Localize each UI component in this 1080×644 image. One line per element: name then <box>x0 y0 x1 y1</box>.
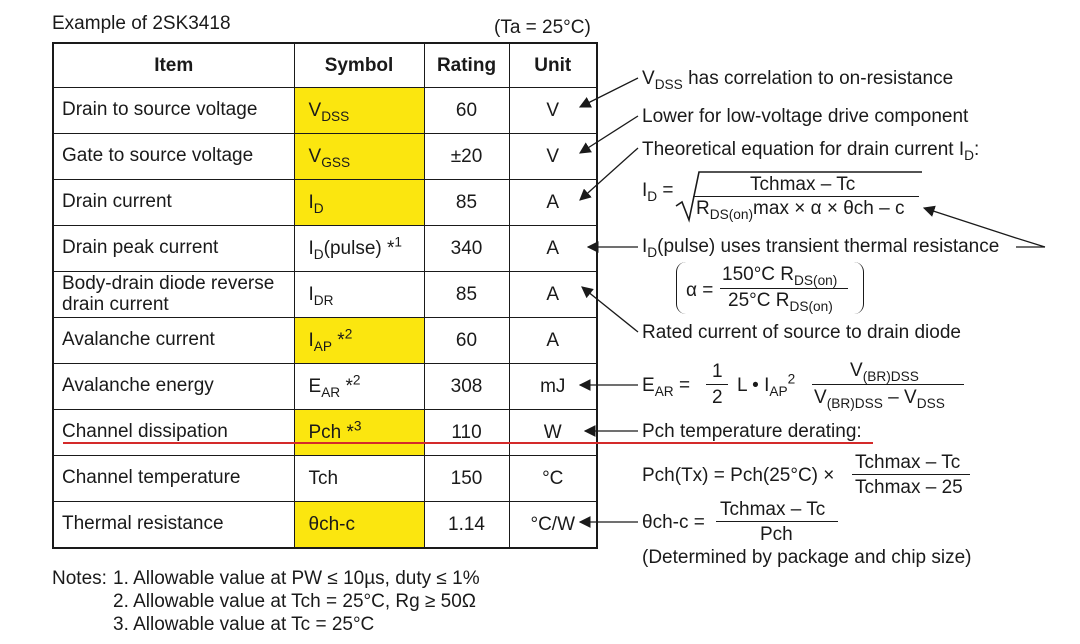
annotation-diode: Rated current of source to drain diode <box>642 322 961 343</box>
id-equation-fraction-bar <box>693 196 919 197</box>
theta-note: (Determined by package and chip size) <box>642 547 972 568</box>
alpha-fraction-bar <box>720 288 848 289</box>
cell-rating: 110 <box>424 410 509 456</box>
note-3: 3. Allowable value at Tc = 25°C <box>113 614 375 635</box>
cell-item: Avalanche energy <box>53 364 294 410</box>
notes-label: Notes: <box>52 568 107 589</box>
cell-rating: 85 <box>424 272 509 318</box>
theta-lhs: θch-c = <box>642 512 705 533</box>
ear-lhs: $E_{AR}$ = <box>642 375 691 399</box>
cell-item: Drain peak current <box>53 226 294 272</box>
annotation-id-pulse: $I_D(pulse)$ uses transient thermal resistance <box>642 236 1000 260</box>
cell-unit: A <box>509 318 597 364</box>
header-unit: Unit <box>509 43 597 88</box>
ear-half-numerator: 1 <box>712 361 723 382</box>
cell-unit: °C <box>509 456 597 502</box>
condition-note: (Ta = 25°C) <box>494 17 591 38</box>
cell-item: Drain current <box>53 180 294 226</box>
cell-unit: °C/W <box>509 502 597 549</box>
header-symbol: Symbol <box>294 43 424 88</box>
cell-item: Drain to source voltage <box>53 88 294 134</box>
ear-half-bar <box>706 384 728 385</box>
note-2: 2. Allowable value at Tch = 25°C, Rg ≥ 50Ω <box>113 591 477 612</box>
cell-rating: 1.14 <box>424 502 509 549</box>
cell-rating: 60 <box>424 318 509 364</box>
ear-half-denominator: 2 <box>712 387 723 408</box>
pch-denominator: Tchmax – 25 <box>855 477 963 498</box>
ear-numerator: $V_{(BR)DSS}$ <box>850 360 919 384</box>
cell-symbol: Tch <box>294 456 424 502</box>
cell-symbol: $I_{AP}$ *$^2$ <box>294 318 424 364</box>
cell-item: Thermal resistance <box>53 502 294 549</box>
doc-title: Example of 2SK3418 <box>52 13 231 34</box>
table-row <box>53 364 597 410</box>
table-row <box>53 180 597 226</box>
table-row <box>53 318 597 364</box>
ear-denominator: $V_{(BR)DSS} - V_{DSS}$ <box>814 387 945 411</box>
theta-denominator: Pch <box>760 524 793 545</box>
cell-symbol: $V_{DSS}$ <box>294 88 424 134</box>
pch-fraction-bar <box>852 474 970 475</box>
alpha-denominator: 25°C $R_{DS(on)}$ <box>728 290 833 314</box>
alpha-lhs: α = <box>686 280 714 301</box>
table-body <box>53 88 597 549</box>
pch-numerator: Tchmax – Tc <box>855 452 961 473</box>
annotation-id-equation-title: Theoretical equation for drain current $I_D$: <box>642 139 980 163</box>
header-rating: Rating <box>424 43 509 88</box>
ear-middle: L • $I_{AP}^2$ <box>737 371 796 399</box>
annotation-vdss: $V_{DSS}$ has correlation to on-resistance <box>642 68 954 92</box>
table-row <box>53 272 597 318</box>
cell-unit: A <box>509 226 597 272</box>
table-row <box>53 502 597 549</box>
ear-fraction-bar <box>812 384 964 385</box>
theta-numerator: Tchmax – Tc <box>720 499 826 520</box>
id-equation-lhs: $I_D$ = <box>642 180 674 204</box>
cell-unit: mJ <box>509 364 597 410</box>
cell-unit: A <box>509 272 597 318</box>
cell-symbol: $I_D$ <box>294 180 424 226</box>
annotation-vgss: Lower for low-voltage drive component <box>642 106 969 127</box>
id-equation-numerator: Tchmax – Tc <box>750 174 856 195</box>
cell-symbol: $I_{DR}$ <box>294 272 424 318</box>
cell-unit: V <box>509 88 597 134</box>
table-row <box>53 134 597 180</box>
table-header-row <box>53 43 597 88</box>
alpha-numerator: 150°C $R_{DS(on)}$ <box>722 264 838 288</box>
cell-item: Channel dissipation <box>53 410 294 456</box>
cell-unit: A <box>509 180 597 226</box>
cell-symbol: Pch *$^3$ <box>294 410 424 456</box>
table-row <box>53 456 597 502</box>
cell-item: Body-drain diode reverse drain current <box>53 272 294 318</box>
pch-lhs: Pch(Tx) = Pch(25°C) × <box>642 465 835 486</box>
cell-item: Gate to source voltage <box>53 134 294 180</box>
cell-item: Channel temperature <box>53 456 294 502</box>
cell-symbol: $E_{AR}$ *$^2$ <box>294 364 424 410</box>
cell-symbol: $I_D(pulse)$ *$^1$ <box>294 226 424 272</box>
cell-symbol: θch-c <box>294 502 424 549</box>
cell-item: Avalanche current <box>53 318 294 364</box>
cell-rating: 85 <box>424 180 509 226</box>
cell-rating: 340 <box>424 226 509 272</box>
note-1: 1. Allowable value at PW ≤ 10µs, duty ≤ 1% <box>113 568 480 589</box>
spec-table <box>52 42 598 549</box>
cell-rating: 150 <box>424 456 509 502</box>
annotation-pch-title: Pch temperature derating: <box>642 421 862 442</box>
theta-fraction-bar <box>716 521 838 522</box>
cell-unit: W <box>509 410 597 456</box>
cell-unit: V <box>509 134 597 180</box>
table-row <box>53 226 597 272</box>
table-row <box>53 88 597 134</box>
header-item: Item <box>53 43 294 88</box>
cell-rating: 308 <box>424 364 509 410</box>
cell-symbol: $V_{GSS}$ <box>294 134 424 180</box>
cell-rating: ±20 <box>424 134 509 180</box>
table-row <box>53 410 597 456</box>
cell-rating: 60 <box>424 88 509 134</box>
id-equation-denominator: $R_{DS(on)}\max \times \alpha \times \theta ch - c$ <box>696 198 905 222</box>
